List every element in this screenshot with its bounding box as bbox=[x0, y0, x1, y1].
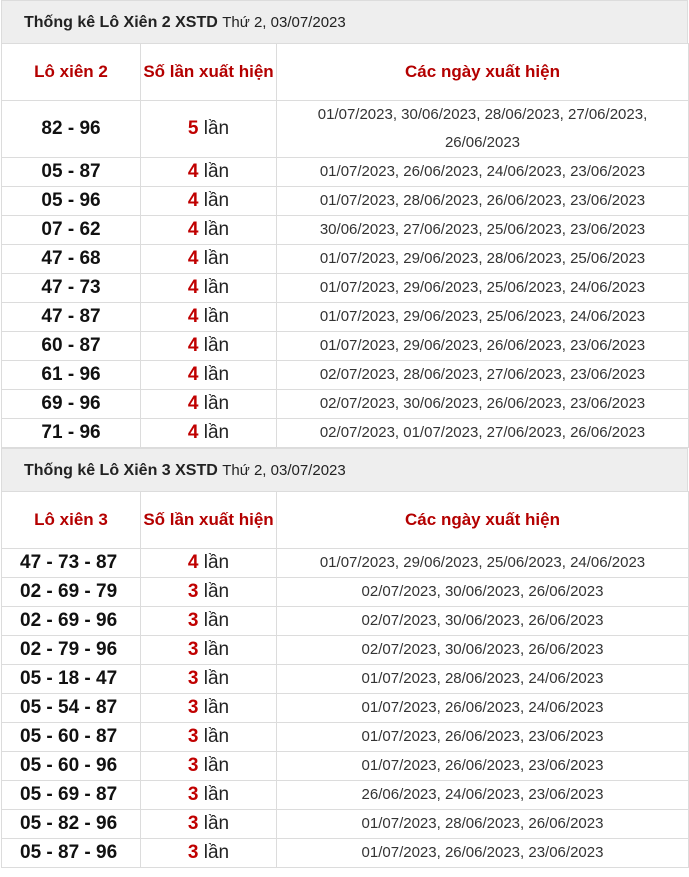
count-cell bbox=[141, 361, 277, 390]
xien2-title bbox=[1, 0, 688, 43]
table-row bbox=[2, 101, 689, 158]
count-number: 4 bbox=[187, 552, 199, 573]
count-number: 4 bbox=[187, 161, 199, 182]
pair-cell: 47 - 68 bbox=[2, 245, 141, 274]
table-row bbox=[2, 245, 689, 274]
count-unit: lần bbox=[203, 161, 230, 182]
xien3-title-date: Thứ 2, 03/07/2023 bbox=[222, 462, 346, 479]
table-row bbox=[2, 578, 689, 607]
table-row bbox=[2, 549, 689, 578]
count-number: 3 bbox=[187, 697, 199, 718]
xien3-title-text: Thống kê Lô Xiên 3 XSTD bbox=[24, 462, 218, 479]
dates-cell: 01/07/2023, 26/06/2023, 23/06/2023 bbox=[277, 723, 689, 752]
xien2-table bbox=[1, 43, 689, 448]
count-unit: lần bbox=[203, 784, 230, 805]
dates-cell: 01/07/2023, 30/06/2023, 28/06/2023, 27/06/2023, 26/06/2023 bbox=[277, 101, 689, 158]
count-cell bbox=[141, 636, 277, 665]
table-row bbox=[2, 694, 689, 723]
col-header-pair: Lô xiên 3 bbox=[2, 492, 141, 549]
count-cell bbox=[141, 549, 277, 578]
count-cell bbox=[141, 665, 277, 694]
count-number: 3 bbox=[187, 755, 199, 776]
count-cell bbox=[141, 419, 277, 448]
table-row bbox=[2, 274, 689, 303]
count-unit: lần bbox=[203, 610, 230, 631]
dates-cell: 01/07/2023, 26/06/2023, 24/06/2023, 23/06/2023 bbox=[277, 158, 689, 187]
table-row bbox=[2, 781, 689, 810]
col-header-pair: Lô xiên 2 bbox=[2, 44, 141, 101]
xien2-body bbox=[2, 101, 689, 448]
dates-cell: 01/07/2023, 29/06/2023, 28/06/2023, 25/06/2023 bbox=[277, 245, 689, 274]
table-row bbox=[2, 419, 689, 448]
dates-cell: 02/07/2023, 30/06/2023, 26/06/2023, 23/06/2023 bbox=[277, 390, 689, 419]
dates-cell: 01/07/2023, 29/06/2023, 25/06/2023, 24/06/2023 bbox=[277, 549, 689, 578]
table-row bbox=[2, 390, 689, 419]
dates-cell: 01/07/2023, 26/06/2023, 24/06/2023 bbox=[277, 694, 689, 723]
count-unit: lần bbox=[203, 668, 230, 689]
count-number: 3 bbox=[187, 581, 199, 602]
count-number: 3 bbox=[187, 842, 199, 863]
pair-cell: 47 - 73 - 87 bbox=[2, 549, 141, 578]
pair-cell: 05 - 82 - 96 bbox=[2, 810, 141, 839]
count-number: 4 bbox=[187, 306, 199, 327]
count-number: 4 bbox=[187, 277, 199, 298]
xien3-table bbox=[1, 491, 689, 868]
count-unit: lần bbox=[203, 306, 230, 327]
col-header-count: Số lần xuất hiện bbox=[141, 492, 277, 549]
pair-cell: 05 - 54 - 87 bbox=[2, 694, 141, 723]
count-unit: lần bbox=[203, 726, 230, 747]
count-number: 4 bbox=[187, 335, 199, 356]
count-cell bbox=[141, 216, 277, 245]
table-row bbox=[2, 158, 689, 187]
pair-cell: 69 - 96 bbox=[2, 390, 141, 419]
dates-cell: 02/07/2023, 30/06/2023, 26/06/2023 bbox=[277, 578, 689, 607]
pair-cell: 05 - 87 bbox=[2, 158, 141, 187]
xien3-body bbox=[2, 549, 689, 868]
col-header-dates: Các ngày xuất hiện bbox=[277, 44, 689, 101]
xien3-section bbox=[1, 448, 688, 868]
xien3-title bbox=[1, 448, 688, 491]
col-header-count: Số lần xuất hiện bbox=[141, 44, 277, 101]
dates-cell: 30/06/2023, 27/06/2023, 25/06/2023, 23/06/2023 bbox=[277, 216, 689, 245]
pair-cell: 61 - 96 bbox=[2, 361, 141, 390]
count-cell bbox=[141, 607, 277, 636]
table-row bbox=[2, 810, 689, 839]
count-unit: lần bbox=[203, 364, 230, 385]
count-cell bbox=[141, 245, 277, 274]
dates-cell: 01/07/2023, 26/06/2023, 23/06/2023 bbox=[277, 752, 689, 781]
pair-cell: 05 - 60 - 87 bbox=[2, 723, 141, 752]
count-unit: lần bbox=[203, 118, 230, 139]
pair-cell: 71 - 96 bbox=[2, 419, 141, 448]
count-number: 4 bbox=[187, 364, 199, 385]
count-unit: lần bbox=[203, 422, 230, 443]
xien2-header-row bbox=[2, 44, 689, 101]
count-number: 5 bbox=[187, 118, 199, 139]
table-row bbox=[2, 607, 689, 636]
pair-cell: 02 - 69 - 96 bbox=[2, 607, 141, 636]
dates-cell: 01/07/2023, 29/06/2023, 25/06/2023, 24/06/2023 bbox=[277, 303, 689, 332]
count-number: 3 bbox=[187, 784, 199, 805]
col-header-dates: Các ngày xuất hiện bbox=[277, 492, 689, 549]
count-number: 4 bbox=[187, 219, 199, 240]
table-row bbox=[2, 752, 689, 781]
table-row bbox=[2, 303, 689, 332]
xien2-title-text: Thống kê Lô Xiên 2 XSTD bbox=[24, 14, 218, 31]
dates-cell: 01/07/2023, 28/06/2023, 24/06/2023 bbox=[277, 665, 689, 694]
dates-cell: 02/07/2023, 30/06/2023, 26/06/2023 bbox=[277, 636, 689, 665]
count-cell bbox=[141, 187, 277, 216]
count-cell bbox=[141, 332, 277, 361]
table-row bbox=[2, 361, 689, 390]
pair-cell: 05 - 60 - 96 bbox=[2, 752, 141, 781]
count-cell bbox=[141, 274, 277, 303]
dates-cell: 01/07/2023, 29/06/2023, 26/06/2023, 23/06/2023 bbox=[277, 332, 689, 361]
table-row bbox=[2, 216, 689, 245]
count-number: 4 bbox=[187, 422, 199, 443]
dates-cell: 01/07/2023, 29/06/2023, 25/06/2023, 24/06/2023 bbox=[277, 274, 689, 303]
pair-cell: 02 - 69 - 79 bbox=[2, 578, 141, 607]
table-row bbox=[2, 636, 689, 665]
pair-cell: 05 - 69 - 87 bbox=[2, 781, 141, 810]
count-unit: lần bbox=[203, 639, 230, 660]
count-unit: lần bbox=[203, 277, 230, 298]
dates-cell: 02/07/2023, 30/06/2023, 26/06/2023 bbox=[277, 607, 689, 636]
table-row bbox=[2, 187, 689, 216]
dates-cell: 26/06/2023, 24/06/2023, 23/06/2023 bbox=[277, 781, 689, 810]
count-number: 3 bbox=[187, 639, 199, 660]
count-cell bbox=[141, 810, 277, 839]
count-cell bbox=[141, 101, 277, 158]
pair-cell: 60 - 87 bbox=[2, 332, 141, 361]
count-cell bbox=[141, 781, 277, 810]
count-number: 3 bbox=[187, 668, 199, 689]
pair-cell: 02 - 79 - 96 bbox=[2, 636, 141, 665]
count-unit: lần bbox=[203, 813, 230, 834]
table-row bbox=[2, 665, 689, 694]
count-cell bbox=[141, 839, 277, 868]
count-cell bbox=[141, 578, 277, 607]
xien3-header-row bbox=[2, 492, 689, 549]
count-number: 3 bbox=[187, 726, 199, 747]
count-number: 4 bbox=[187, 248, 199, 269]
count-cell bbox=[141, 390, 277, 419]
count-unit: lần bbox=[203, 219, 230, 240]
pair-cell: 82 - 96 bbox=[2, 101, 141, 158]
count-cell bbox=[141, 752, 277, 781]
dates-cell: 01/07/2023, 28/06/2023, 26/06/2023 bbox=[277, 810, 689, 839]
count-number: 3 bbox=[187, 610, 199, 631]
dates-cell: 01/07/2023, 28/06/2023, 26/06/2023, 23/06/2023 bbox=[277, 187, 689, 216]
dates-cell: 01/07/2023, 26/06/2023, 23/06/2023 bbox=[277, 839, 689, 868]
count-cell bbox=[141, 723, 277, 752]
count-unit: lần bbox=[203, 190, 230, 211]
count-cell bbox=[141, 303, 277, 332]
count-number: 3 bbox=[187, 813, 199, 834]
count-number: 4 bbox=[187, 393, 199, 414]
count-number: 4 bbox=[187, 190, 199, 211]
pair-cell: 07 - 62 bbox=[2, 216, 141, 245]
table-row bbox=[2, 332, 689, 361]
count-unit: lần bbox=[203, 248, 230, 269]
count-unit: lần bbox=[203, 581, 230, 602]
dates-cell: 02/07/2023, 28/06/2023, 27/06/2023, 23/06/2023 bbox=[277, 361, 689, 390]
xien2-title-date: Thứ 2, 03/07/2023 bbox=[222, 14, 346, 31]
count-unit: lần bbox=[203, 552, 230, 573]
pair-cell: 47 - 87 bbox=[2, 303, 141, 332]
dates-cell: 02/07/2023, 01/07/2023, 27/06/2023, 26/06/2023 bbox=[277, 419, 689, 448]
table-row bbox=[2, 839, 689, 868]
count-unit: lần bbox=[203, 755, 230, 776]
count-unit: lần bbox=[203, 697, 230, 718]
count-cell bbox=[141, 158, 277, 187]
pair-cell: 47 - 73 bbox=[2, 274, 141, 303]
count-unit: lần bbox=[203, 393, 230, 414]
pair-cell: 05 - 96 bbox=[2, 187, 141, 216]
xien2-section bbox=[1, 0, 688, 448]
pair-cell: 05 - 18 - 47 bbox=[2, 665, 141, 694]
count-cell bbox=[141, 694, 277, 723]
pair-cell: 05 - 87 - 96 bbox=[2, 839, 141, 868]
table-row bbox=[2, 723, 689, 752]
count-unit: lần bbox=[203, 335, 230, 356]
count-unit: lần bbox=[203, 842, 230, 863]
